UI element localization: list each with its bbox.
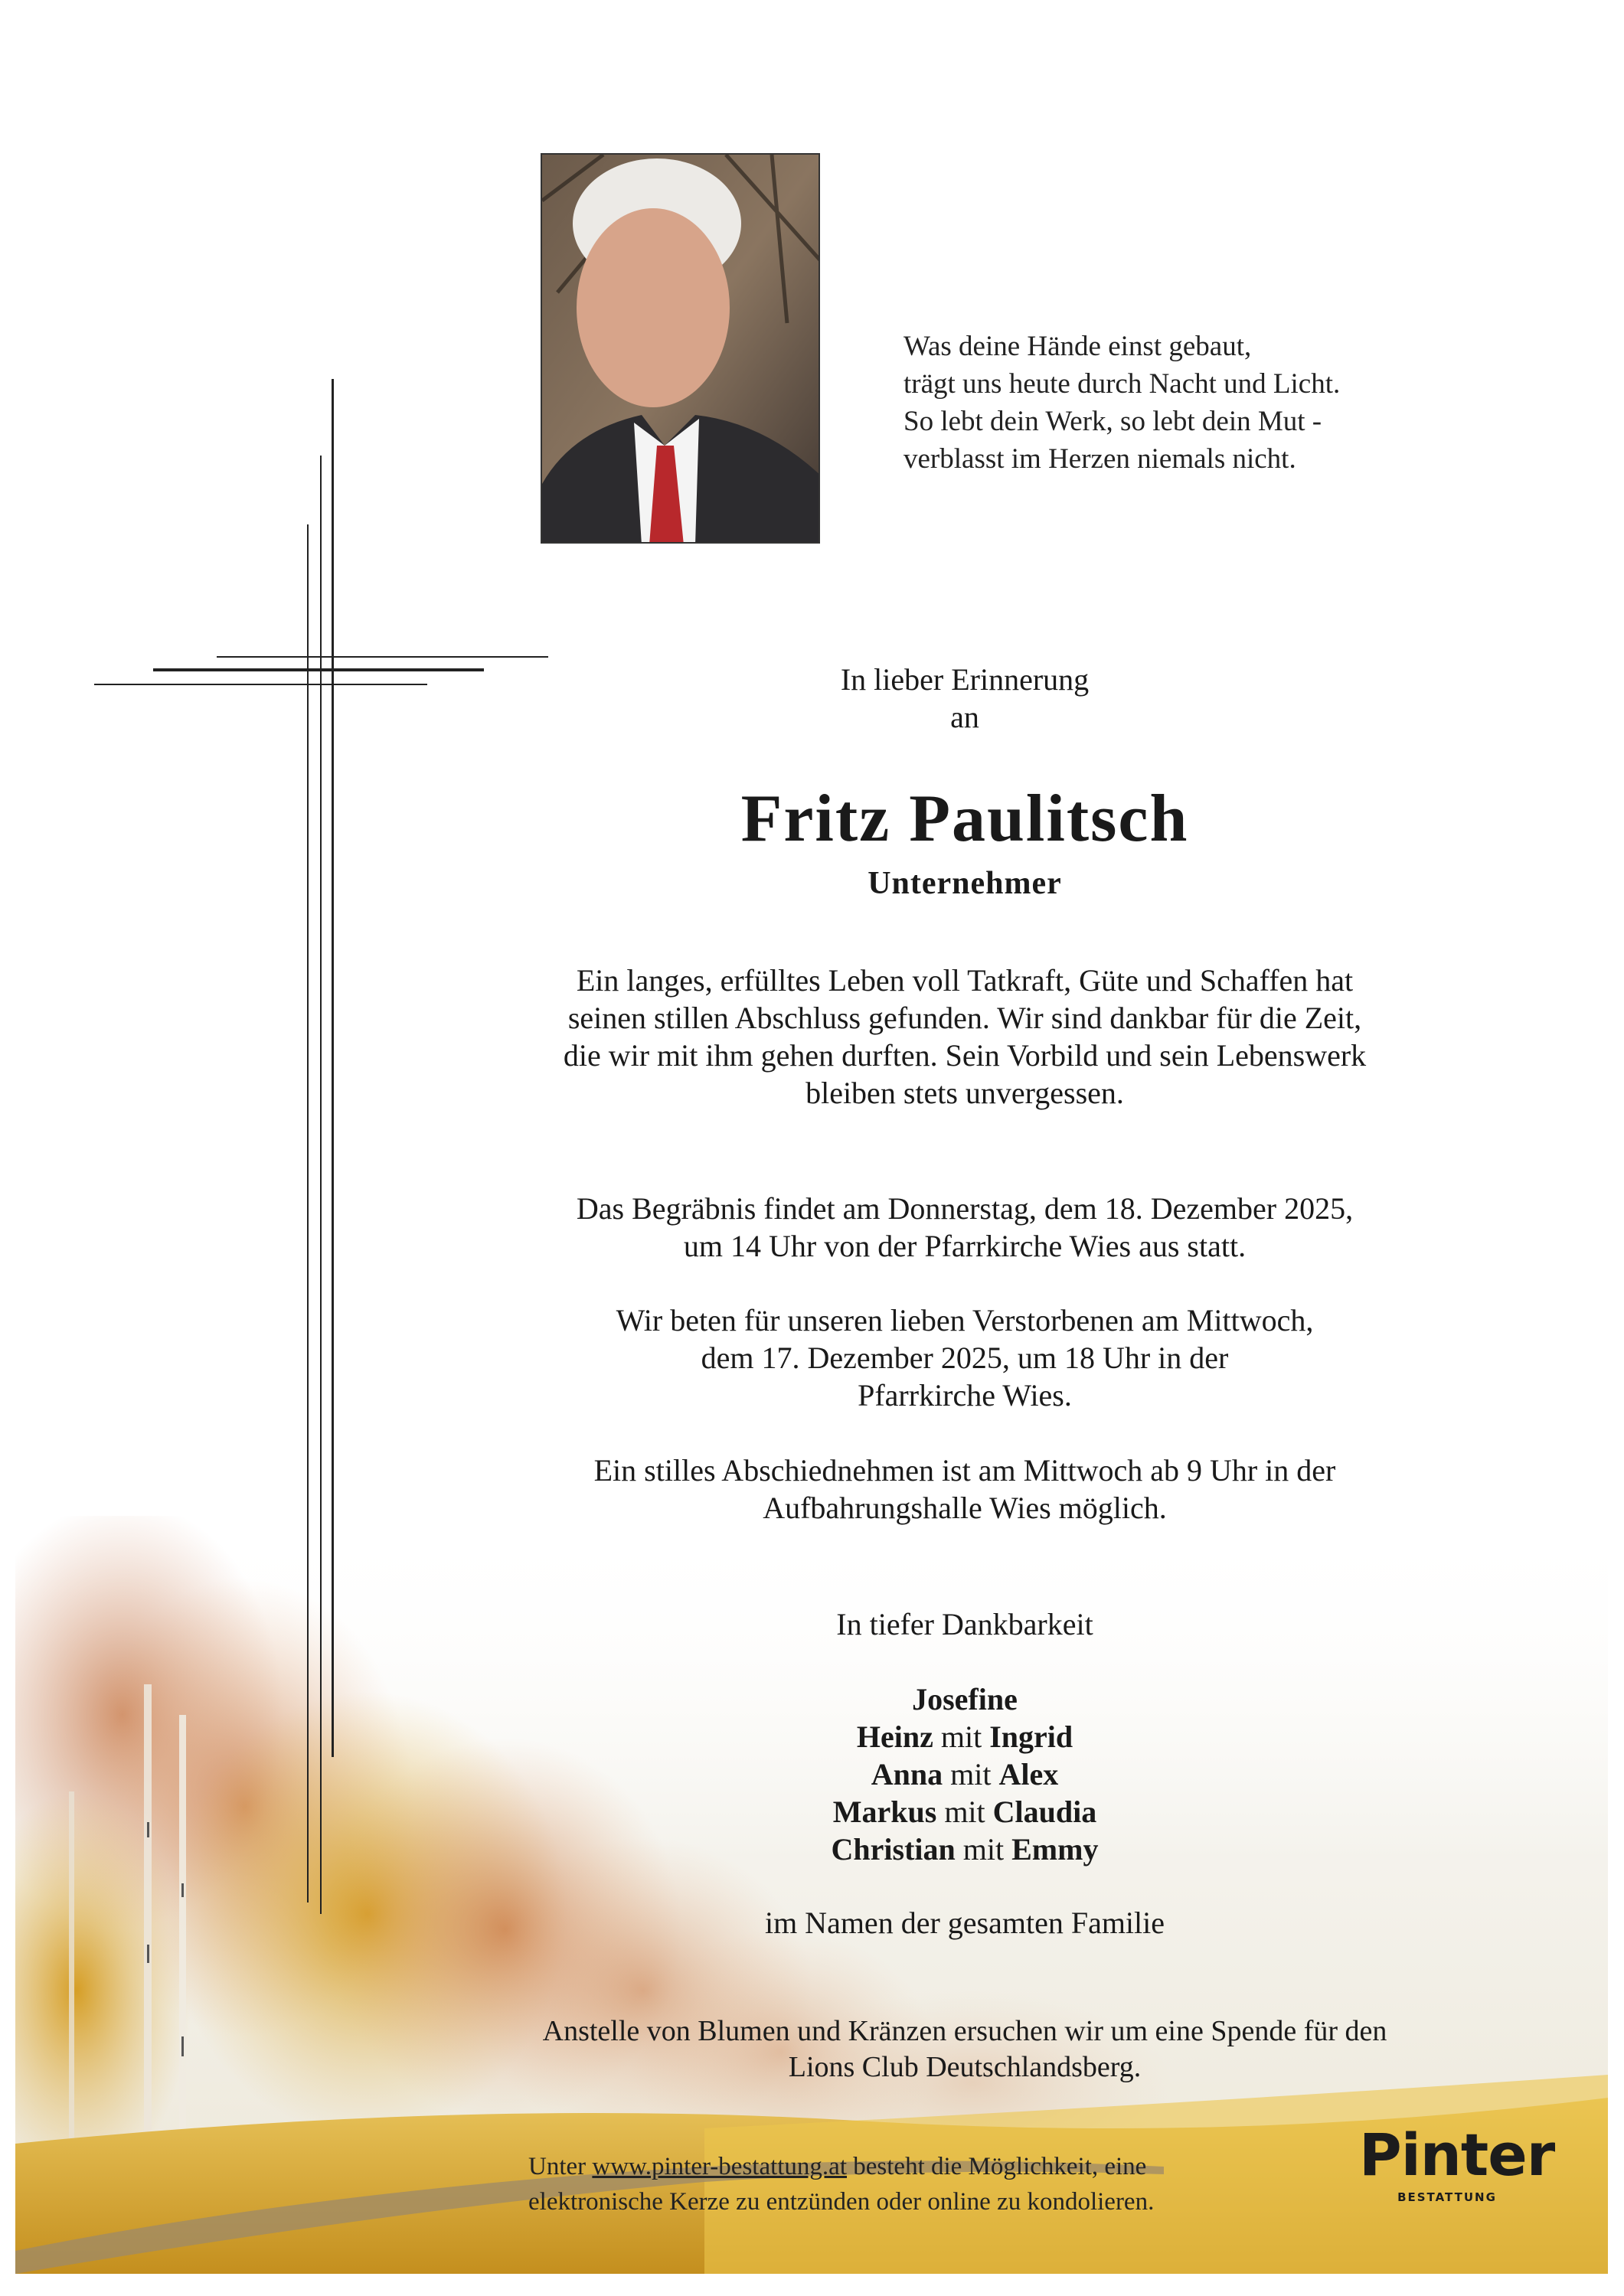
intro-line: an [950,700,979,734]
farewell-line: Ein stilles Abschiednehmen ist am Mittwoch ab 9 Uhr in der [593,1453,1336,1488]
donation-line: Anstelle von Blumen und Kränzen ersuchen wir um eine Spende für den [542,2015,1387,2047]
mourner-name: Christian [831,1832,956,1867]
mourner-connector: mit [944,1795,985,1829]
portrait-photo [541,153,820,544]
memorial-poem [903,328,1378,478]
intro-line: In lieber Erinnerung [840,662,1090,697]
donation-request [459,2013,1470,2085]
mourner-partner: Ingrid [989,1720,1073,1754]
poem-line: Was deine Hände einst gebaut, [903,331,1252,362]
pinter-logo [1359,2121,1555,2204]
funeral-line: um 14 Uhr von der Pfarrkirche Wies aus statt. [683,1229,1247,1263]
mourner-row [459,1718,1470,1755]
tribute-line: Ein langes, erfülltes Leben voll Tatkraft, Güte und Schaffen hat [576,963,1354,998]
footer-prefix: Unter [528,2153,587,2180]
mourner-connector: mit [940,1720,982,1754]
farewell-line: Aufbahrungshalle Wies möglich. [763,1491,1167,1525]
gratitude-text: In tiefer Dankbarkeit [836,1607,1093,1641]
mourner-name: Markus [832,1795,937,1829]
footer-line-1 [528,2149,1294,2184]
mourner-row [459,1831,1470,1868]
prayer-line: Pfarrkirche Wies. [858,1378,1072,1413]
deceased-profession: Unternehmer [868,866,1062,901]
mourner-row [459,1793,1470,1831]
intro-text [459,661,1470,736]
prayer-line: dem 17. Dezember 2025, um 18 Uhr in der [701,1341,1229,1375]
prayer-info [459,1302,1470,1414]
mourner-name: Josefine [912,1682,1018,1716]
mourner-name: Anna [871,1757,943,1791]
footer-suffix: besteht die Möglichkeit, eine [853,2153,1147,2180]
cross-horizontal-main [153,668,484,671]
farewell-info [459,1452,1470,1527]
mourner-partner: Alex [998,1757,1059,1791]
tribute-line: seinen stillen Abschluss gefunden. Wir sind dankbar für die Zeit, [567,1001,1362,1035]
deceased-name: Fritz Paulitsch [740,782,1189,856]
footer-line-2: elektronische Kerze zu entzünden oder online zu kondolieren. [528,2188,1155,2216]
poem-line: So lebt dein Werk, so lebt dein Mut - [903,406,1322,437]
logo-subtitle: BESTATTUNG [1397,2190,1497,2204]
mourner-row [459,1680,1470,1718]
donation-line: Lions Club Deutschlandsberg. [788,2051,1142,2083]
cross-horizontal-lower [94,684,427,685]
mourner-connector: mit [950,1757,992,1791]
tribute-line: die wir mit ihm gehen durften. Sein Vorbild und sein Lebenswerk [563,1038,1367,1073]
poem-line: trägt uns heute durch Nacht und Licht. [903,368,1341,400]
poem-line: verblasst im Herzen niemals nicht. [903,443,1296,475]
cross-horizontal-upper [217,656,548,658]
tribute-text [459,962,1470,1112]
cross-vertical-inner-left [320,456,322,1914]
family-text: im Namen der gesamten Familie [764,1906,1165,1940]
cross-vertical-outer [332,379,334,1757]
funeral-line: Das Begräbnis findet am Donnerstag, dem 18. Dezember 2025, [576,1191,1354,1226]
tribute-line: bleiben stets unvergessen. [805,1076,1124,1110]
prayer-line: Wir beten für unseren lieben Verstorbenen am Mittwoch, [616,1303,1314,1337]
mourner-connector: mit [962,1832,1005,1867]
mourner-name: Heinz [856,1720,933,1754]
footer-note [528,2149,1294,2219]
mourners-list [459,1680,1470,1868]
mourner-partner: Claudia [992,1795,1097,1829]
website-link[interactable]: www.pinter-bestattung.at [592,2153,848,2180]
cross-vertical-inner-right [307,524,309,1902]
logo-wordmark: Pinter [1359,2121,1555,2189]
funeral-info [459,1190,1470,1265]
mourner-partner: Emmy [1011,1832,1099,1867]
mourner-row [459,1755,1470,1793]
